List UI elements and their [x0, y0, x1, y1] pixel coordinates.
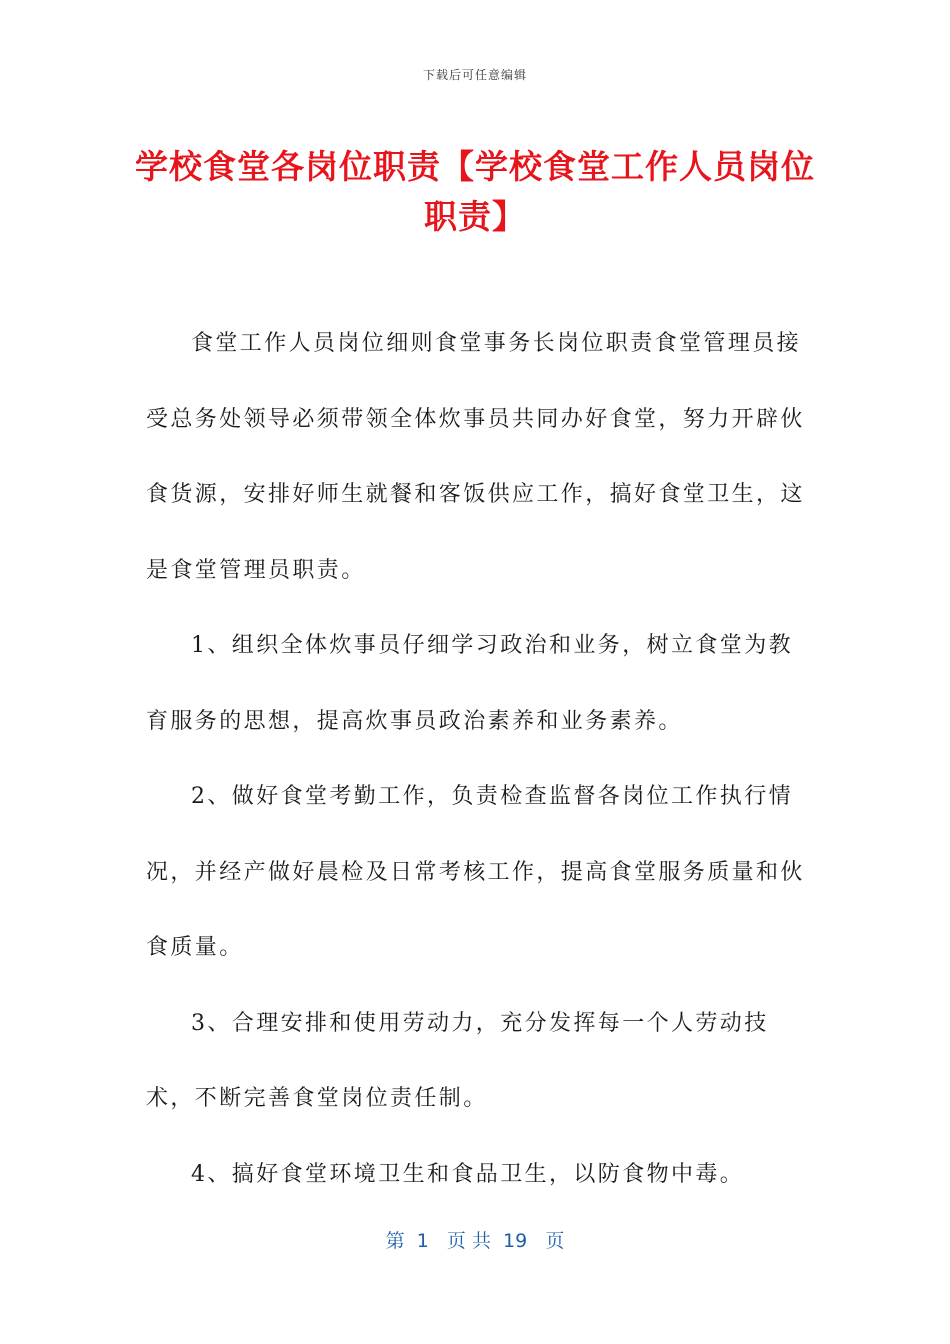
paragraph-item-4: 4、搞好食堂环境卫生和食品卫生，以防食物中毒。	[191, 1161, 745, 1187]
document-title: 学校食堂各岗位职责【学校食堂工作人员岗位职责】	[135, 147, 815, 236]
download-note: 下载后可任意编辑	[422, 68, 527, 82]
paragraph-item-2: 2、做好食堂考勤工作，负责检查监督各岗位工作执行情况，并经产做好晨检及日常考核工作，提高食堂服务质量和伙食质量。	[146, 784, 805, 960]
document-body	[146, 306, 806, 1212]
page-number-footer: 第 1 页 共 19 页	[385, 1230, 565, 1252]
paragraph-item-1: 1、组织全体炊事员仔细学习政治和业务，树立食堂为教育服务的思想，提高炊事员政治素养和业务素养。	[146, 633, 793, 734]
paragraph-item-3: 3、合理安排和使用劳动力，充分发挥每一个人劳动技术，不断完善食堂岗位责任制。	[146, 1010, 769, 1111]
paragraph-intro: 食堂工作人员岗位细则食堂事务长岗位职责食堂管理员接受总务处领导必须带领全体炊事员共同办好食堂，努力开辟伙食货源，安排好师生就餐和客饭供应工作，搞好食堂卫生，这是食堂管理员职责。	[146, 331, 805, 583]
